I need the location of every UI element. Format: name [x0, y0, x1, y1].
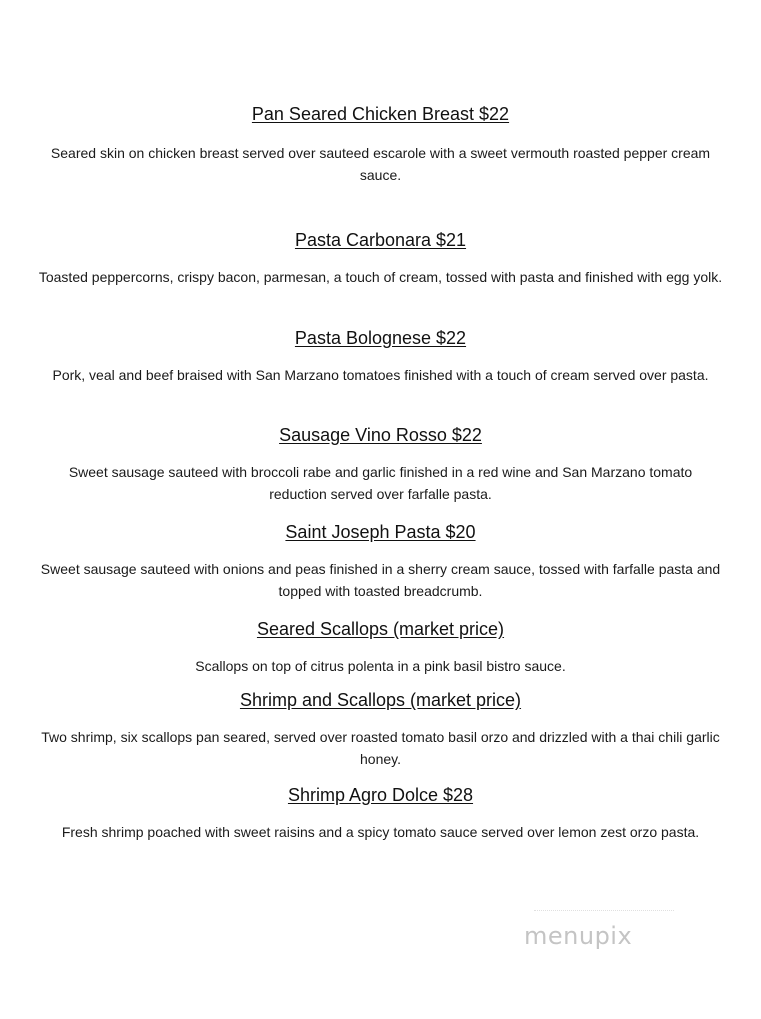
menu-item-title: Shrimp Agro Dolce $28	[287, 785, 474, 805]
menu-item	[0, 521, 761, 602]
menu-item-description: Scallops on top of citrus polenta in a pink basil bistro sauce.	[195, 658, 566, 674]
menu-item	[0, 689, 761, 770]
menu-item-description: Toasted peppercorns, crispy bacon, parmesan, a touch of cream, tossed with pasta and finished with egg yolk.	[38, 269, 723, 285]
menu-item-description: Pork, veal and beef braised with San Marzano tomatoes finished with a touch of cream served over pasta.	[52, 367, 709, 383]
menu-item	[0, 424, 761, 505]
menu-item-description: Two shrimp, six scallops pan seared, served over roasted tomato basil orzo and drizzled with a thai chili garlic honey.	[41, 729, 720, 767]
menu-item-title: Pasta Carbonara $21	[294, 230, 467, 250]
menu-item-title: Pasta Bolognese $22	[294, 328, 467, 348]
menu-item-title: Sausage Vino Rosso $22	[279, 425, 482, 445]
menu-item-title: Shrimp and Scallops (market price)	[239, 690, 522, 710]
menu-item-title: Saint Joseph Pasta $20	[285, 522, 476, 542]
menu-item-title: Pan Seared Chicken Breast $22	[251, 104, 510, 124]
menu-item-description: Fresh shrimp poached with sweet raisins and a spicy tomato sauce served over lemon zest orzo pasta.	[61, 824, 700, 840]
menu-item	[0, 784, 761, 843]
watermark-divider	[534, 910, 674, 912]
menu-item	[0, 618, 761, 677]
watermark-logo: menupix	[524, 922, 633, 950]
menu-item	[0, 229, 761, 288]
menu-item-description: Sweet sausage sauteed with broccoli rabe and garlic finished in a red wine and San Marzano tomato reduction served over farfalle pasta.	[68, 464, 693, 502]
menu-item	[0, 103, 761, 186]
menu-item	[0, 327, 761, 386]
menu-item-description: Seared skin on chicken breast served over sauteed escarole with a sweet vermouth roasted pepper cream sauce.	[50, 145, 711, 183]
menu-item-description: Sweet sausage sauteed with onions and peas finished in a sherry cream sauce, tossed with farfalle pasta and topped with toasted breadcrumb.	[40, 561, 721, 599]
menu-item-title: Seared Scallops (market price)	[256, 619, 505, 639]
